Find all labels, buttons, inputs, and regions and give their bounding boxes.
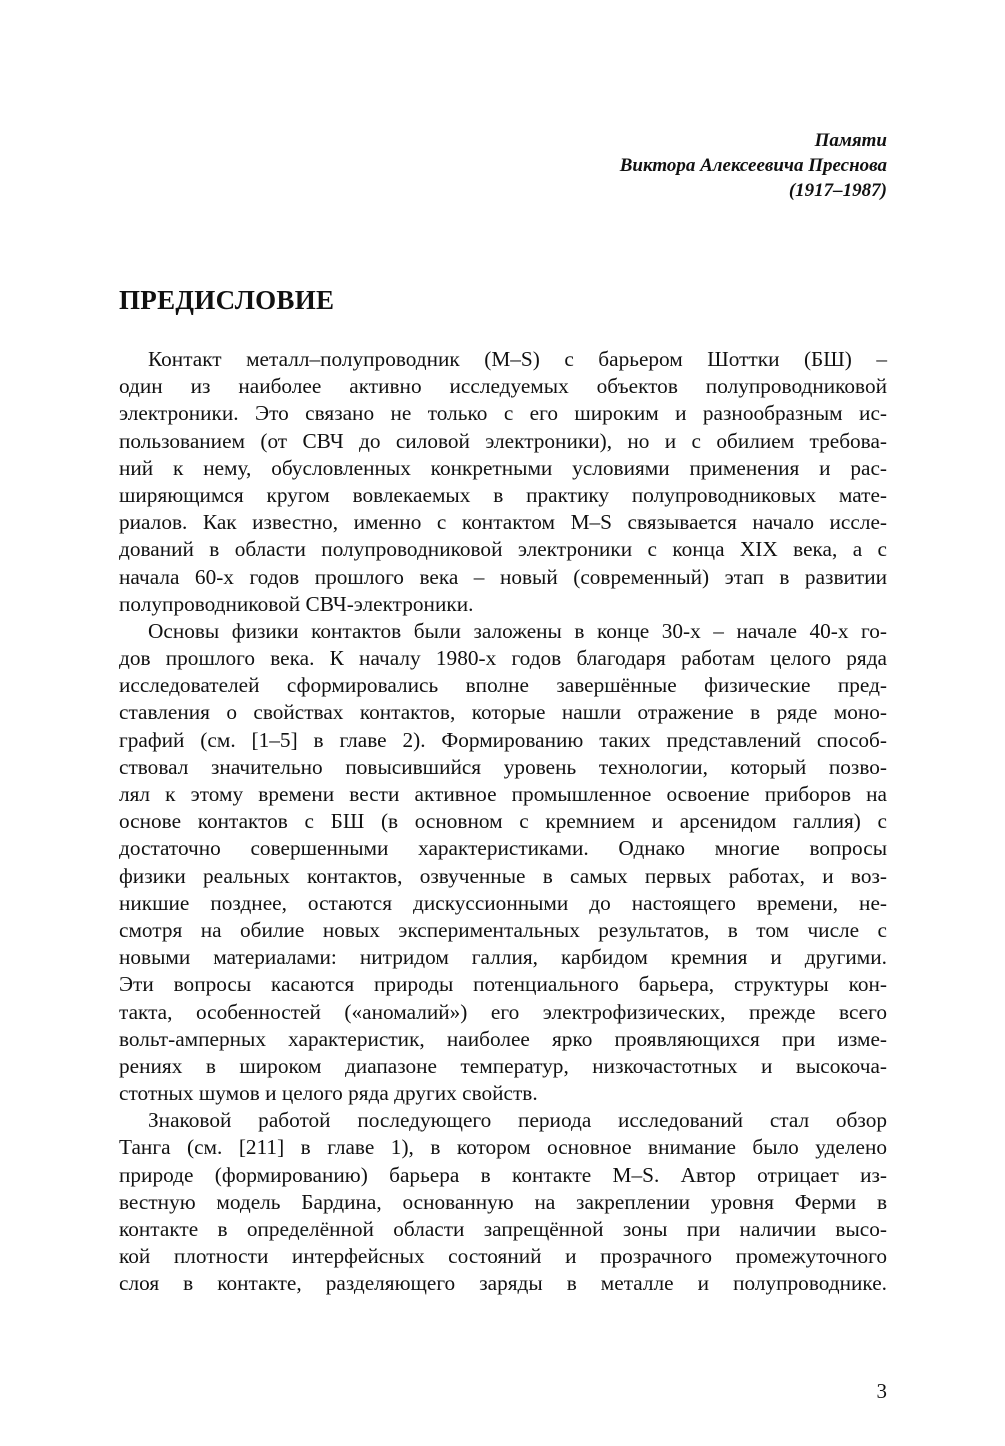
text-line: полупроводниковой СВЧ-электроники.	[119, 591, 474, 616]
paragraph	[119, 618, 887, 1107]
dedication-line-3: (1917–1987)	[788, 180, 887, 201]
paragraph	[119, 346, 887, 618]
text-line: никшие позднее, остаются дискуссионными до настоящего времени, не-	[119, 890, 887, 915]
text-line: один из наиболее активно исследуемых объектов полупроводниковой	[119, 374, 887, 399]
text-line: новыми материалами: нитридом галлия, карбидом кремния и другими.	[119, 945, 887, 970]
text-line: вестную модель Бардина, основанную на закреплении уровня Ферми в	[119, 1189, 887, 1214]
text-line: ствовал значительно повысившийся уровень технологии, который позво-	[119, 754, 887, 779]
dedication-line-2: Виктора Алексеевича Преснова	[619, 155, 887, 176]
text-line: вольт-амперных характеристик, наиболее ярко проявляющихся при изме-	[119, 1026, 887, 1051]
paragraph	[119, 1107, 887, 1297]
text-line: Основы физики контактов были заложены в конце 30-х – начале 40-х го-	[148, 618, 887, 643]
text-line: Эти вопросы касаются природы потенциального барьера, структуры кон-	[119, 972, 887, 997]
text-line: начала 60-х годов прошлого века – новый (современный) этап в развитии	[119, 564, 887, 589]
page-title: ПРЕДИСЛОВИЕ	[119, 285, 335, 315]
text-line: Контакт металл–полупроводник (M–S) с барьером Шоттки (БШ) –	[148, 347, 887, 371]
text-line: достаточно совершенными характеристиками. Однако многие вопросы	[119, 836, 887, 861]
text-line: Знаковой работой последующего периода исследований стал обзор	[148, 1108, 887, 1133]
body-text	[119, 346, 887, 1298]
text-line: такта, особенностей («аномалий») его электрофизических, прежде всего	[119, 999, 887, 1024]
text-line: пользованием (от СВЧ до силовой электроники), но и с обилием требова-	[119, 428, 887, 453]
text-line: основе контактов с БШ (в основном с кремнием и арсенидом галлия) с	[119, 809, 887, 834]
text-line: ний к нему, обусловленных конкретными условиями применения и рас-	[119, 455, 887, 480]
text-line: дов прошлого века. К началу 1980-х годов благодаря работам целого ряда	[119, 646, 887, 671]
text-line: рениях в широком диапазоне температур, низкочастотных и высокоча-	[119, 1053, 887, 1078]
text-line: Танга (см. [211] в главе 1), в котором основное внимание было уделено	[119, 1135, 887, 1160]
text-line: ставления о свойствах контактов, которые нашли отражение в ряде моно-	[119, 700, 887, 725]
text-line: исследователей сформировались вполне завершённые физические пред-	[119, 673, 887, 698]
page-number: 3	[876, 1379, 887, 1403]
text-line: лял к этому времени вести активное промышленное освоение приборов на	[119, 782, 887, 806]
text-line: дований в области полупроводниковой электроники с конца XIX века, а с	[119, 537, 887, 562]
text-line: физики реальных контактов, озвученные в самых первых работах, и воз-	[119, 863, 887, 888]
text-line: риалов. Как известно, именно с контактом M–S связывается начало иссле-	[119, 510, 887, 535]
text-line: стотных шумов и целого ряда других свойств.	[119, 1081, 538, 1106]
text-line: кой плотности интерфейсных состояний и прозрачного промежуточного	[119, 1244, 887, 1269]
text-line: электроники. Это связано не только с его широким и разнообразным ис-	[119, 401, 887, 426]
text-line: графий (см. [1–5] в главе 2). Формированию таких представлений способ-	[119, 727, 887, 752]
text-line: природе (формированию) барьера в контакте M–S. Автор отрицает из-	[119, 1162, 887, 1187]
text-line: ширяющимся кругом вовлекаемых в практику полупроводниковых мате-	[119, 482, 887, 507]
dedication-line-1: Памяти	[814, 130, 887, 151]
text-line: слоя в контакте, разделяющего заряды в металле и полупроводнике.	[119, 1271, 887, 1296]
text-line: смотря на обилие новых экспериментальных результатов, в том числе с	[119, 917, 887, 942]
dedication	[620, 128, 887, 203]
text-line: контакте в определённой области запрещённой зоны при наличии высо-	[119, 1217, 887, 1241]
